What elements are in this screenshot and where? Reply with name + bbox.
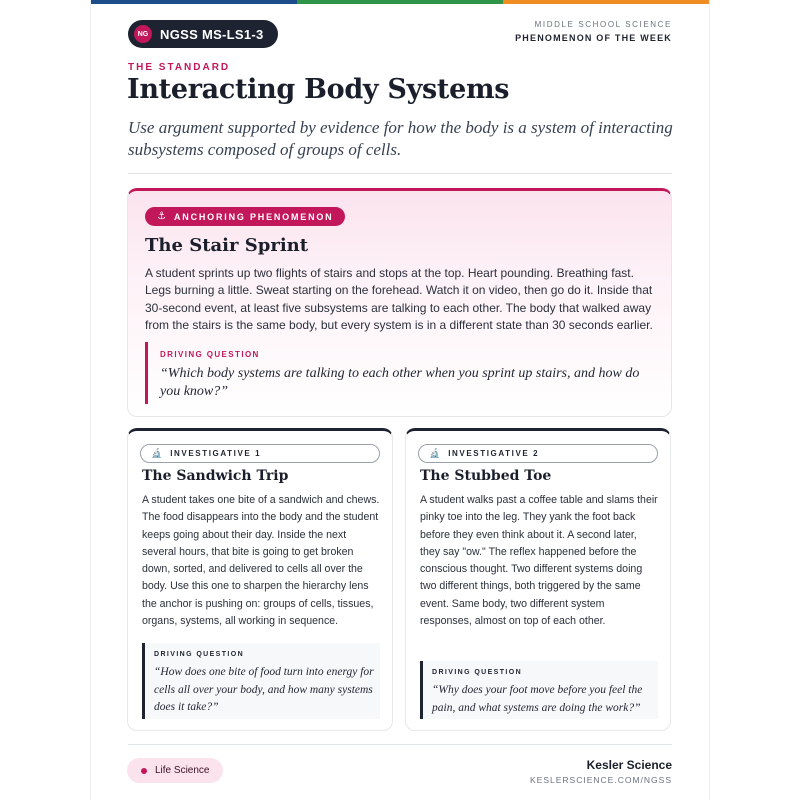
subject-tag [127,758,223,783]
page-title: Interacting Body Systems [127,74,510,105]
microscope-icon: 🔬 [151,448,163,458]
investigative-label: INVESTIGATIVE 2 [448,449,540,458]
investigative-card-2 [405,428,671,731]
investigative-pill [140,444,380,463]
standard-code: NGSS MS-LS1-3 [160,26,264,42]
anchoring-label: ANCHORING PHENOMENON [173,211,334,222]
color-bar-green [297,0,503,4]
brand-url: KESLERSCIENCE.COM/NGSS [530,775,672,785]
kicker-title: PHENOMENON OF THE WEEK [515,33,672,43]
standard-description: Use argument supported by evidence for how the body is a system of interacting subsystems composed of groups of cells. [128,118,673,159]
color-bar [91,0,709,4]
anchoring-title: The Stair Sprint [145,235,309,256]
anchor-icon: ⚓ [157,211,166,222]
header-kicker [515,20,672,43]
color-bar-orange [503,0,709,4]
driving-question [145,342,645,404]
investigative-body: A student walks past a coffee table and slams their pinky toe into the leg. They yank the foot back before they even think about it. A second later, they say "ow." The reflex happened before the conscious thought. Two different systems doing two different things, both triggered by the same event. Same body, two different system responses, almost on top of each other. [420,494,658,628]
driving-question-text: “Why does your foot move before you feel the pain, and what systems are doing the work?” [432,684,643,714]
microscope-icon: 🔬 [429,448,441,458]
investigative-label: INVESTIGATIVE 1 [170,449,262,458]
investigative-pill [418,444,658,463]
driving-question-text: “How does one bite of food turn into energy for cells all over your body, and how many systems does it take?” [154,666,374,713]
subject-label: Life Science [155,765,210,776]
color-bar-blue [91,0,297,4]
driving-question-label: DRIVING QUESTION [432,669,523,676]
worksheet-page [91,0,709,800]
kicker-subject: MIDDLE SCHOOL SCIENCE [534,20,672,29]
driving-question [142,643,380,719]
driving-question-label: DRIVING QUESTION [160,350,260,359]
investigative-card-1 [127,428,393,731]
ngss-logo-icon: NG [134,25,152,43]
standard-badge [128,20,278,48]
brand-block [530,758,672,785]
driving-question [420,661,658,719]
investigative-title: The Sandwich Trip [142,468,289,484]
investigative-title: The Stubbed Toe [420,468,552,484]
anchoring-pill [145,207,345,226]
subject-dot-icon [141,768,147,774]
anchoring-phenomenon-card [127,188,672,417]
driving-question-label: DRIVING QUESTION [154,651,245,658]
investigative-body: A student takes one bite of a sandwich and chews. The food disappears into the body and the student keeps going about their day. Inside the next several hours, that bite is going to get broken down, sorted, and delivered to cells all over the body. Use this one to sharpen the hierarchy lens the anchor is pushing on: groups of cells, tissues, organs, systems, all working in sequence. [142,494,380,628]
anchoring-body: A student sprints up two flights of stairs and stops at the top. Heart pounding. Breathing fast. Legs burning a little. Sweat starting on the forehead. Watch it on video, then go do it. Inside that 30-second event, at least five subsystems are talking to each other. The body that walked away from the stairs is the same body, but every system is in a different state than 30 seconds earlier. [145,266,653,333]
divider [128,173,672,174]
standard-eyebrow: THE STANDARD [128,62,231,73]
brand-name: Kesler Science [586,758,672,772]
driving-question-text: “Which body systems are talking to each other when you sprint up stairs, and how do you know?” [160,366,640,399]
divider [128,744,672,745]
